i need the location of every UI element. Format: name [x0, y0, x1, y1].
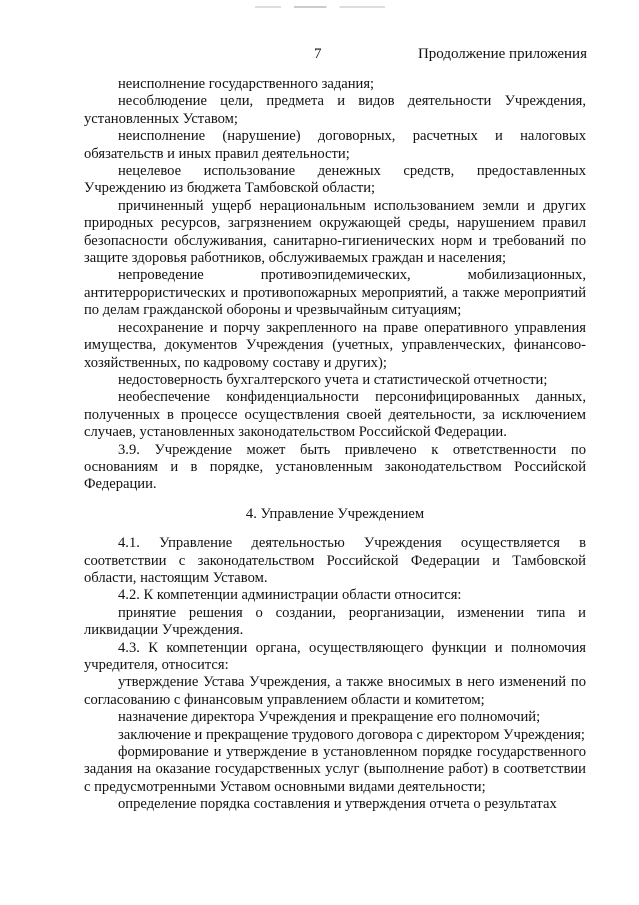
paragraph: необеспечение конфиденциальности персонифицированных данных, полученных в процессе осуществления своей деятельности, за исключением случаев, установленных законодательством Российской Федерации. [84, 389, 586, 441]
section-heading: 4. Управление Учреждением [245, 505, 425, 522]
scan-artifact [255, 6, 385, 8]
paragraph: заключение и прекращение трудового договора с директором Учреждения; [118, 726, 585, 743]
paragraph: 4.2. К компетенции администрации области относится: [118, 587, 462, 604]
paragraph: неисполнение (нарушение) договорных, расчетных и налоговых обязательств и иных правил деятельности; [84, 128, 586, 162]
paragraph: несоблюдение цели, предмета и видов деятельности Учреждения, установленных Уставом; [84, 93, 586, 127]
paragraph: недостоверность бухгалтерского учета и статистической отчетности; [118, 371, 548, 388]
paragraph: несохранение и порчу закрепленного на праве оперативного управления имущества, документов Учреждения (учетных, управленческих, финансово-хозяйственных, по кадровому составу и других); [84, 319, 586, 371]
paragraph: 4.1. Управление деятельностью Учреждения осуществляется в соответствии с законодательством Российской Федерации и Тамбовской области, настоящим Уставом. [84, 535, 586, 586]
continuation-label: Продолжение приложения [417, 46, 587, 62]
paragraph: определение порядка составления и утверждения отчета о результатах [118, 796, 557, 813]
paragraph: непроведение противоэпидемических, мобилизационных, антитеррористических и противопожарных мероприятий, а также мероприятий по делам гражданской обороны и чрезвычайным ситуациям; [84, 267, 586, 319]
paragraph: нецелевое использование денежных средств, предоставленных Учреждению из бюджета Тамбовской области; [84, 163, 586, 197]
paragraph: утверждение Устава Учреждения, а также вносимых в него изменений по согласованию с финансовым управлением области и комитетом; [84, 674, 586, 708]
paragraph: принятие решения о создании, реорганизации, изменении типа и ликвидации Учреждения. [84, 604, 586, 639]
document-body [84, 76, 586, 814]
paragraph: назначение директора Учреждения и прекращение его полномочий; [118, 709, 541, 726]
paragraph: неисполнение государственного задания; [118, 76, 375, 92]
paragraph: 3.9. Учреждение может быть привлечено к ответственности по основаниям и в порядке, установленным законодательством Российской Федерации. [84, 441, 586, 493]
paragraph: формирование и утверждение в установленном порядке государственного задания на оказание государственных услуг (выполнение работ) в соответствии с предусмотренными Уставом основными видами деятельности; [84, 744, 586, 795]
paragraph: 4.3. К компетенции органа, осуществляющего функции и полномочия учредителя, относится: [84, 639, 586, 673]
paragraph: причиненный ущерб нерациональным использованием земли и других природных ресурсов, загрязнением окружающей среды, нарушением правил безопасности обслуживания, санитарно-гигиенических норм и требований по защите здоровья работников, обслуживаемых граждан и населения; [84, 197, 586, 267]
page-number: 7 [314, 46, 322, 62]
